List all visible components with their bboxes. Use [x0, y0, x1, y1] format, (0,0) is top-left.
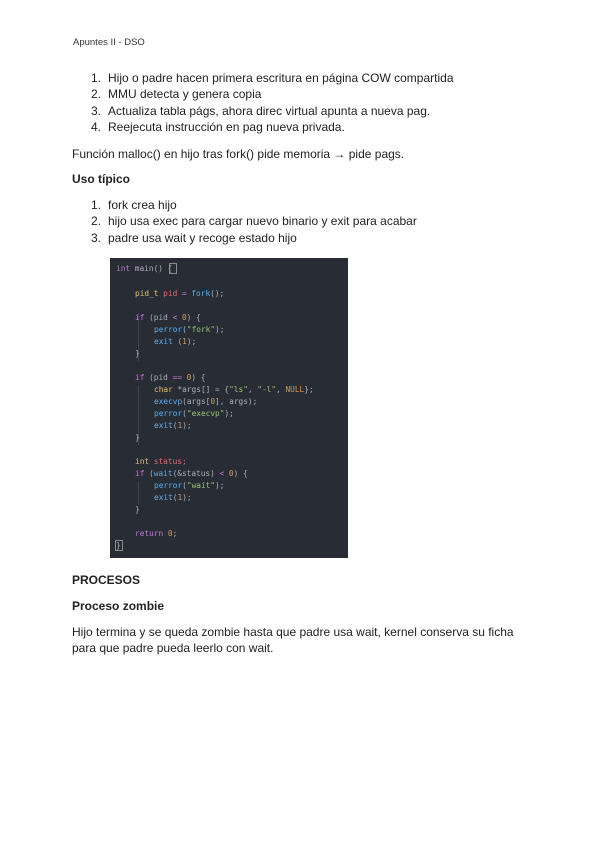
code-text: ); [215, 325, 225, 334]
code-function: perror [154, 481, 183, 490]
code-line [154, 409, 234, 418]
code-text: ], args); [215, 397, 258, 406]
code-function: perror [154, 409, 183, 418]
code-line [135, 373, 205, 382]
code-line [154, 421, 192, 430]
code-text: ) { [186, 313, 201, 322]
code-type: char [154, 385, 173, 394]
list-number: 1. [91, 71, 102, 85]
code-number: 0 [181, 373, 192, 382]
bracket-highlight [169, 263, 177, 274]
code-text: ( [182, 409, 187, 418]
code-screenshot [110, 258, 348, 558]
code-operator: < [172, 313, 178, 322]
code-keyword: int [116, 264, 131, 273]
code-keyword: return [135, 529, 164, 538]
code-text: ); [224, 409, 234, 418]
code-number: 1 [177, 493, 183, 502]
heading-proceso-zombie: Proceso zombie [72, 599, 165, 613]
code-line [154, 493, 192, 502]
code-line [154, 337, 196, 346]
list-item [91, 230, 417, 246]
heading-uso-tipico: Uso típico [72, 172, 131, 186]
list-item [91, 86, 454, 102]
code-text: (pid [144, 313, 173, 322]
code-operator: < [219, 469, 225, 478]
code-text: , [276, 385, 286, 394]
code-keyword: if [135, 469, 145, 478]
code-line [135, 289, 224, 298]
code-keyword: if [135, 313, 145, 322]
code-text: (); [210, 289, 225, 298]
code-operator: == [172, 373, 182, 382]
code-text: ); [182, 493, 192, 502]
code-text: , [247, 385, 258, 394]
list-item-text: padre usa wait y recoge estado hijo [108, 230, 297, 245]
code-line [135, 313, 201, 322]
code-text: ; [172, 529, 178, 538]
code-operator: = [181, 289, 187, 298]
code-text: main() { [130, 264, 173, 273]
zombie-paragraph-line-2: para que padre pueda leerlo con wait. [72, 641, 274, 655]
cow-steps-list [91, 70, 454, 135]
list-item-text: MMU detecta y genera copia [108, 87, 262, 102]
document-header: Apuntes II - DSO [73, 37, 145, 48]
code-line: } [135, 349, 140, 358]
code-function: perror [154, 325, 183, 334]
code-line: } [135, 433, 140, 442]
list-item-text: hijo usa exec para cargar nuevo binario y exit para acabar [108, 214, 417, 229]
code-text: ( [172, 337, 183, 346]
code-text: ); [182, 421, 192, 430]
code-constant: NULL [285, 385, 305, 394]
code-number: 0 [224, 469, 234, 478]
code-string: "execvp" [186, 409, 225, 418]
list-item-text: fork crea hijo [108, 198, 177, 212]
list-item-text: Hijo o padre hacen primera escritura en página COW compartida [108, 71, 454, 85]
uso-tipico-list [91, 197, 417, 246]
code-number: 1 [177, 421, 183, 430]
code-string: "fork" [186, 325, 216, 334]
code-text: ( [144, 469, 154, 478]
code-number: 0 [210, 397, 216, 406]
code-type: int [135, 457, 150, 466]
list-number: 3. [91, 103, 102, 118]
code-string: "wait" [186, 481, 216, 490]
list-item [91, 103, 454, 119]
code-text: ( [172, 421, 178, 430]
code-text: ( [172, 493, 178, 502]
indent-guide [138, 481, 139, 505]
list-number: 4. [91, 119, 102, 134]
heading-procesos: PROCESOS [72, 573, 141, 587]
code-type: pid_t [135, 289, 159, 298]
zombie-paragraph-line-1: Hijo termina y se queda zombie hasta que padre usa wait, kernel conserva su ficha [72, 625, 514, 639]
code-line [154, 325, 224, 334]
list-number: 1. [91, 198, 102, 212]
list-item-text: Reejecuta instrucción en pag nueva privada. [108, 119, 345, 134]
code-text: (pid [144, 373, 173, 382]
code-text: ( [182, 325, 187, 334]
code-text: (&status) [172, 469, 220, 478]
list-item [91, 70, 454, 86]
code-number: 1 [182, 337, 187, 346]
code-function: fork [186, 289, 211, 298]
code-line [154, 397, 257, 406]
code-function: exit [154, 421, 173, 430]
code-text: ); [186, 337, 197, 346]
code-text: (args[ [182, 397, 211, 406]
list-number: 3. [91, 230, 102, 245]
code-line [154, 385, 314, 394]
code-text: }; [304, 385, 314, 394]
code-function: execvp [154, 397, 183, 406]
code-string: "-l" [257, 385, 277, 394]
code-line [154, 481, 224, 490]
code-text: ( [182, 481, 187, 490]
code-number: 0 [163, 529, 173, 538]
code-function: exit [154, 337, 173, 346]
code-number: 0 [177, 313, 187, 322]
list-item-text: Actualiza tabla págs, ahora direc virtual apunta a nueva pag. [108, 103, 431, 118]
list-item [91, 119, 454, 135]
code-line [135, 469, 248, 478]
code-string: "ls" [229, 385, 248, 394]
malloc-paragraph: Función malloc() en hijo tras fork() pide memoria → pide pags. [72, 147, 405, 161]
code-line [116, 264, 172, 273]
code-line: } [116, 541, 121, 550]
list-item [91, 197, 417, 213]
code-variable: pid [158, 289, 182, 298]
code-text: ) { [233, 469, 248, 478]
list-number: 2. [91, 214, 102, 229]
code-function: exit [154, 493, 173, 502]
list-number: 2. [91, 87, 102, 102]
code-keyword: if [135, 373, 145, 382]
code-function: wait [153, 469, 173, 478]
code-text: ) { [191, 373, 206, 382]
code-line: } [135, 505, 140, 514]
code-line [135, 529, 177, 538]
code-variable: status; [149, 457, 187, 466]
code-line [135, 457, 187, 466]
bracket-highlight [115, 540, 123, 551]
list-item [91, 213, 417, 229]
code-text: *args[] = { [172, 385, 230, 394]
code-text: ); [215, 481, 225, 490]
